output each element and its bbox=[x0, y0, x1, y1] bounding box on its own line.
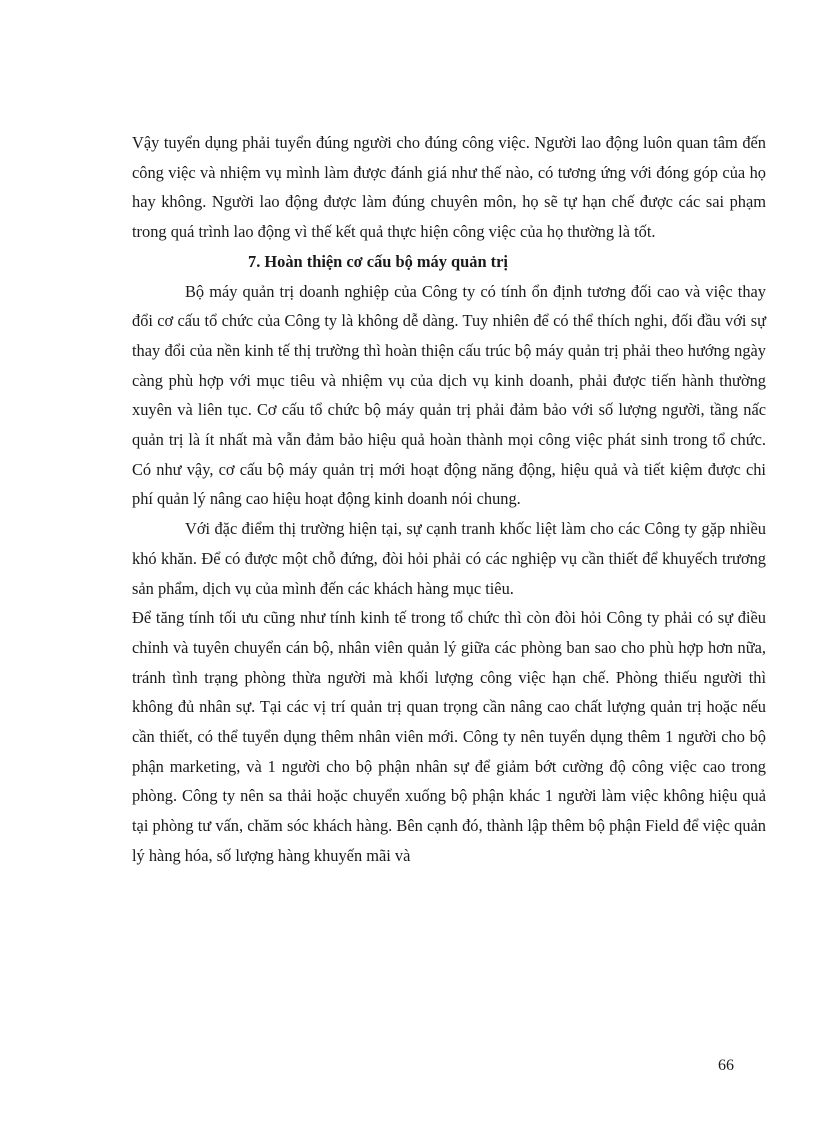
paragraph-2: Bộ máy quản trị doanh nghiệp của Công ty có tính ổn định tương đối cao và việc thay đổi cơ cấu tổ chức của Công ty là không dễ dàng. Tuy nhiên để có thể thích nghi, đối đầu với sự thay đổi của nền kinh tế thị trường thì hoàn thiện cấu trúc bộ máy quản trị phải theo hướng ngày càng phù hợp với mục tiêu và nhiệm vụ của dịch vụ kinh doanh, phải được tiến hành thường xuyên và liên tục. Cơ cấu tổ chức bộ máy quản trị phải đảm bảo với số lượng người, tầng nấc quản trị là ít nhất mà vẫn đảm bảo hiệu quả hoàn thành mọi công việc phát sinh trong tổ chức. Có như vậy, cơ cấu bộ máy quản trị mới hoạt động năng động, hiệu quả và tiết kiệm được chi phí quản lý nâng cao hiệu hoạt động kinh doanh nói chung. bbox=[132, 281, 766, 509]
paragraph-1: Vậy tuyển dụng phải tuyển đúng người cho đúng công việc. Người lao động luôn quan tâm đến công việc và nhiệm vụ mình làm được đánh giá như thế nào, có tương ứng với đóng góp của họ hay không. Người lao động được làm đúng chuyên môn, họ sẽ tự hạn chế được các sai phạm trong quá trình lao động vì thế kết quả thực hiện công việc của họ thường là tốt. bbox=[132, 133, 766, 242]
paragraph-4: Để tăng tính tối ưu cũng như tính kinh tế trong tổ chức thì còn đòi hỏi Công ty phải có sự điều chỉnh và tuyên chuyển cán bộ, nhân viên quản lý giữa các phòng ban sao cho phù hợp hơn nữa, tránh tình trạng phòng thừa người mà khối lượng công việc hạn chế. Phòng thiếu người thì không đủ nhân sự. Tại các vị trí quản trị quan trọng cần nâng cao chất lượng quản trị hoặc nếu cần thiết, có thể tuyển dụng thêm nhân viên mới. Công ty nên tuyển dụng thêm 1 người cho bộ phận marketing, và 1 người cho bộ phận nhân sự để giảm bớt cường độ công việc cao trong phòng. Công ty nên sa thải hoặc chuyển xuống bộ phận khác 1 người làm việc không hiệu quả tại phòng tư vấn, chăm sóc khách hàng. Bên cạnh đó, thành lập thêm bộ phận Field để việc quản lý hàng hóa, số lượng hàng khuyến mãi và bbox=[132, 608, 766, 865]
page-number: 66 bbox=[718, 1057, 734, 1074]
document-body bbox=[132, 128, 766, 871]
section-heading: 7. Hoàn thiện cơ cấu bộ máy quản trị bbox=[248, 251, 508, 271]
paragraph-3: Với đặc điểm thị trường hiện tại, sự cạnh tranh khốc liệt làm cho các Công ty gặp nhiều khó khăn. Để có được một chỗ đứng, đòi hỏi phải có các nghiệp vụ cần thiết để khuyếch trương sản phẩm, dịch vụ của mình đến các khách hàng mục tiêu. bbox=[132, 519, 766, 598]
